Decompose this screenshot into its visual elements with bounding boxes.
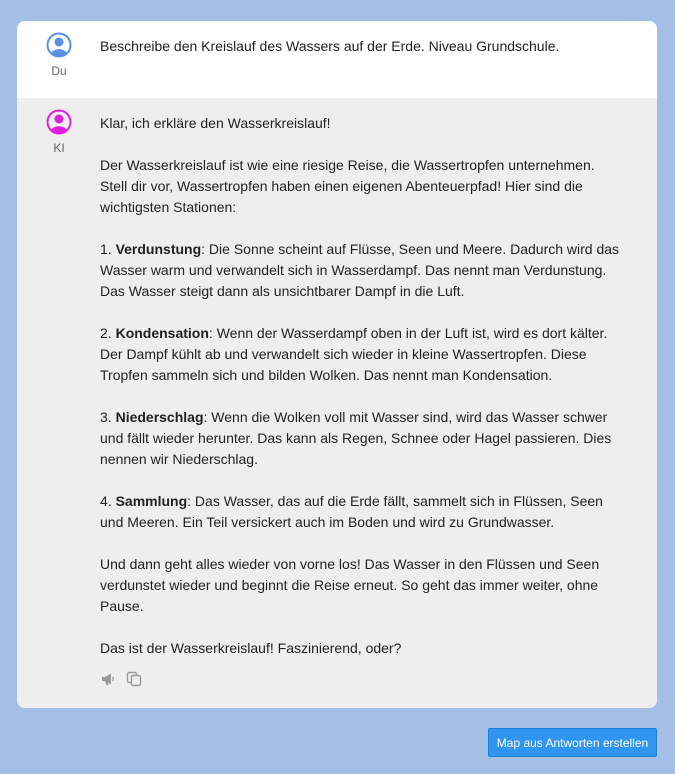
ai-paragraph: Und dann geht alles wieder von vorne los! Das Wasser in den Flüssen und Seen verdunstet wieder und beginnt die Reise erneut. So geht das immer weiter, ohne Pause. <box>100 556 600 614</box>
step-item: 1. Verdunstung: Die Sonne scheint auf Flüsse, Seen und Meere. Dadurch wird das Wasser warm und verwandelt sich in Wasserdampf. Das nennt man Verdunstung. Das Wasser steigt dann als unsichtbarer Dampf in die Luft. <box>100 241 620 299</box>
user-author-label: Du <box>51 64 67 78</box>
step-term: Kondensation <box>115 325 209 341</box>
step-item: 3. Niederschlag: Wenn die Wolken voll mit Wasser sind, wird das Wasser schwer und fällt wieder herunter. Das kann als Regen, Schnee oder Hagel passieren. Dies nennen wir Niederschlag. <box>100 409 612 467</box>
ai-paragraph: Der Wasserkreislauf ist wie eine riesige Reise, die Wassertropfen unternehmen. Stell dir vor, Wassertropfen haben einen eigenen Abenteuerpfad! Hier sind die wichtigsten Stationen: <box>100 157 595 215</box>
ai-intro: Klar, ich erkläre den Wasserkreislauf! <box>100 115 331 131</box>
ai-closing: Das ist der Wasserkreislauf! Faszinierend, oder? <box>100 640 402 656</box>
step-term: Sammlung <box>115 493 188 509</box>
ai-author-label: KI <box>53 141 65 155</box>
user-avatar-icon <box>46 32 72 58</box>
step-term: Niederschlag <box>115 409 204 425</box>
step-item: 4. Sammlung: Das Wasser, das auf die Erde fällt, sammelt sich in Flüssen, Seen und Meeren. Ein Teil versickert auch im Boden und wird zu Grundwasser. <box>100 493 603 530</box>
message-actions <box>100 671 142 687</box>
ai-message-text <box>100 113 620 659</box>
copy-icon[interactable] <box>126 671 142 687</box>
chat-card <box>17 21 657 708</box>
step-term: Verdunstung <box>115 241 202 257</box>
step-item: 2. Kondensation: Wenn der Wasserdampf oben in der Luft ist, wird es dort kälter. Der Dampf kühlt ab und verwandelt sich wieder in kleine Wassertropfen. Diese Tropfen sammeln sich und bilden Wolken. Das nennt man Kondensation. <box>100 325 608 383</box>
megaphone-icon[interactable] <box>100 671 116 687</box>
user-message-text: Beschreibe den Kreislauf des Wassers auf der Erde. Niveau Grundschule. <box>100 38 560 54</box>
user-message <box>17 21 657 98</box>
ai-message <box>17 98 657 708</box>
ai-avatar-icon <box>46 109 72 135</box>
create-map-button[interactable]: Map aus Antworten erstellen <box>488 728 657 757</box>
